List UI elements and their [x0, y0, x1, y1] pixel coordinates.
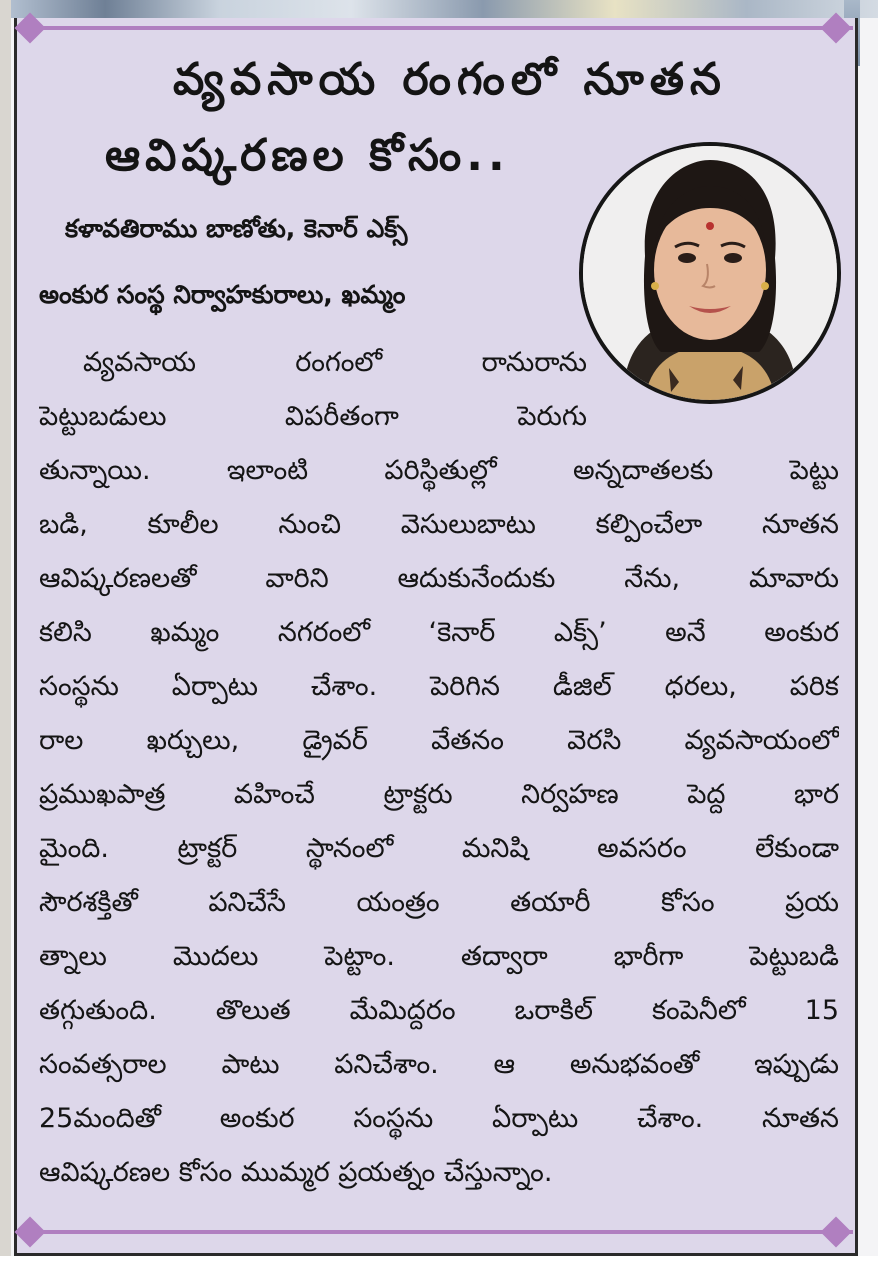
- diamond-ornament-icon: [820, 1216, 851, 1247]
- headline-line-2: ఆవిష్కరణల కోసం..: [105, 130, 510, 181]
- byline-role: అంకుర సంస్థ నిర్వాహకురాలు, ఖమ్మం: [39, 280, 406, 309]
- body-line: బడి, కూలీల నుంచి వెసులుబాటు కల్పించేలా నూతన: [39, 509, 839, 540]
- bottom-margin: [0, 1256, 878, 1280]
- body-line: తగ్గుతుంది. తొలుత మేమిద్దరం ఒరాకిల్ కంపెనీలో 15: [39, 995, 839, 1026]
- body-line: రాల ఖర్చులు, డ్రైవర్ వేతనం వెరసి వ్యవసాయంలో: [39, 725, 839, 756]
- body-line: ఆవిష్కరణల కోసం ముమ్మర ప్రయత్నం చేస్తున్నాం.: [39, 1157, 553, 1188]
- byline-name: కళావతిరాము బాణోతు, కెనార్ ఎక్స్: [65, 214, 408, 243]
- bottom-ornament-rule: [27, 1230, 853, 1234]
- body-line: మైంది. ట్రాక్టర్ స్థానంలో మనిషి అవసరం లేకుండా: [39, 833, 839, 864]
- left-page-edge: [0, 0, 11, 1280]
- top-photo-strip: [0, 0, 878, 18]
- diamond-ornament-icon: [14, 1216, 45, 1247]
- body-line: సౌరశక్తితో పనిచేసే యంత్రం తయారీ కోసం ప్రయ: [39, 887, 839, 918]
- body-line: సంవత్సరాల పాటు పనిచేశాం. ఆ అనుభవంతో ఇప్పుడు: [39, 1049, 839, 1080]
- body-line: తున్నాయి. ఇలాంటి పరిస్థితుల్లో అన్నదాతలకు పెట్టు: [39, 455, 839, 486]
- headline-line-1: వ్యవసాయ రంగంలో నూతన: [173, 54, 727, 105]
- body-line: ఆవిష్కరణలతో వారిని ఆదుకునేందుకు నేను, మావారు: [39, 563, 839, 594]
- body-line: సంస్థను ఏర్పాటు చేశాం. పెరిగిన డీజిల్ ధరలు, పరిక: [39, 671, 839, 702]
- body-line: వ్యవసాయ రంగంలో రానురాను: [83, 347, 587, 378]
- diamond-ornament-icon: [14, 12, 45, 43]
- article-body: [39, 336, 839, 1200]
- body-line: పెట్టుబడులు విపరీతంగా పెరుగు: [39, 401, 587, 432]
- body-line: త్నాలు మొదలు పెట్టాం. తద్వారా భారీగా పెట్టుబడి: [39, 941, 839, 972]
- article-panel: [14, 18, 858, 1256]
- body-line: కలిసి ఖమ్మం నగరంలో ‘కెనార్ ఎక్స్’ అనే అంకుర: [39, 617, 839, 648]
- top-ornament-rule: [27, 26, 853, 30]
- diamond-ornament-icon: [820, 12, 851, 43]
- body-line: 25మందితో అంకుర సంస్థను ఏర్పాటు చేశాం. నూతన: [39, 1103, 839, 1134]
- body-line: ప్రముఖపాత్ర వహించే ట్రాక్టరు నిర్వహణ పెద్ద భార: [39, 779, 839, 810]
